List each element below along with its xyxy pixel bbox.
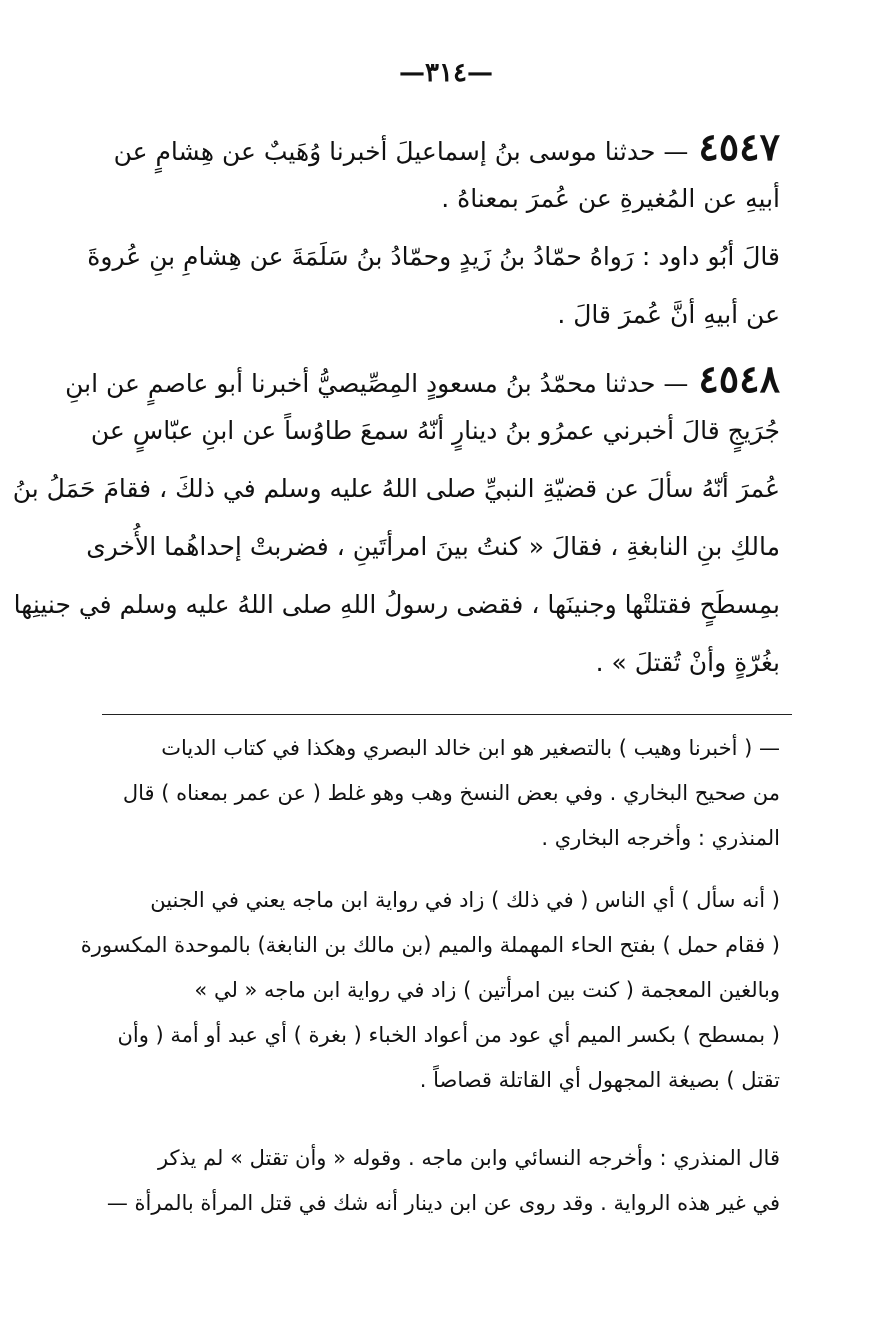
footnote-divider xyxy=(102,714,792,715)
commentary-line: — ( أخبرنا وهيب ) بالتصغير هو ابن خالد البصري وهكذا في كتاب الديات xyxy=(161,736,780,760)
commentary-line: تقتل ) بصيغة المجهول أي القاتلة قصاصاً . xyxy=(419,1068,780,1092)
hadith-text: — حدثنا محمّدُ بنُ مسعودٍ المِصِّيصيُّ أخبرنا أبو عاصمٍ عن ابنِ xyxy=(65,369,689,398)
commentary-line: وبالغين المعجمة ( كنت بين امرأتين ) زاد في رواية ابن ماجه « لي » xyxy=(194,978,780,1002)
commentary-line: في غير هذه الرواية . وقد روى عن ابن دينار أنه شك في قتل المرأة بالمرأة — xyxy=(106,1191,780,1215)
commentary-paragraph-3 xyxy=(100,1148,780,1238)
hadith-text: — حدثنا موسى بنُ إسماعيلَ أخبرنا وُهَيبٌ عن هِشامٍ عن xyxy=(113,137,689,166)
commentary-line: المنذري : وأخرجه البخاري . xyxy=(541,826,780,850)
commentary-paragraph-1 xyxy=(100,738,780,873)
page-number: —٣١٤— xyxy=(399,58,493,88)
hadith-4547 xyxy=(100,124,780,244)
hadith-line: أبيهِ عن المُغيرةِ عن عُمرَ بمعناهُ . xyxy=(441,184,780,213)
remark-line: قالَ أبُو داود : رَواهُ حمّادُ بنُ زَيدٍ وحمّادُ بنُ سَلَمَةَ عن هِشامِ بنِ عُروةَ xyxy=(87,242,780,271)
hadith-line: بغُرّةٍ وأنْ تُقتلَ » . xyxy=(595,648,780,677)
hadith-line: بمِسطَحٍ فقتلتْها وجنينَها ، فقضى رسولُ اللهِ صلى اللهُ عليه وسلم في جنينِها xyxy=(13,590,780,619)
hadith-4548 xyxy=(12,356,780,708)
hadith-line: جُرَيجٍ قالَ أخبرني عمرُو بنُ دينارٍ أنّهُ سمعَ طاوُساً عن ابنِ عبّاسٍ عن xyxy=(90,416,780,445)
hadith-number: ٤٥٤٧ xyxy=(698,124,780,169)
commentary-line: من صحيح البخاري . وفي بعض النسخ وهب وهو غلط ( عن عمر بمعناه ) قال xyxy=(122,781,780,805)
hadith-line xyxy=(100,124,780,186)
commentary-line: ( أنه سأل ) أي الناس ( في ذلك ) زاد في رواية ابن ماجه يعني في الجنين xyxy=(150,888,780,912)
hadith-line xyxy=(65,356,780,418)
hadith-line: عُمرَ أنّهُ سألَ عن قضيّةِ النبيِّ صلى اللهُ عليه وسلم في ذلكَ ، فقامَ حَمَلُ بنُ xyxy=(12,474,780,503)
hadith-number: ٤٥٤٨ xyxy=(698,356,780,401)
hadith-line: مالكِ بنِ النابغةِ ، فقالَ « كنتُ بينَ امرأتَينِ ، فضربتْ إحداهُما الأُخرى xyxy=(86,532,780,561)
commentary-line: ( بمسطح ) بكسر الميم أي عود من أعواد الخباء ( بغرة ) أي عبد أو أمة ( وأن xyxy=(117,1023,780,1047)
commentary-line: ( فقام حمل ) بفتح الحاء المهملة والميم (بن مالك بن النابغة) بالموحدة المكسورة xyxy=(80,933,780,957)
remark-line: عن أبيهِ أنَّ عُمرَ قالَ . xyxy=(557,300,780,329)
abu-dawud-remark xyxy=(87,242,780,360)
commentary-paragraph-2 xyxy=(80,888,780,1115)
commentary-line: قال المنذري : وأخرجه النسائي وابن ماجه . وقوله « وأن تقتل » لم يذكر xyxy=(157,1146,780,1170)
